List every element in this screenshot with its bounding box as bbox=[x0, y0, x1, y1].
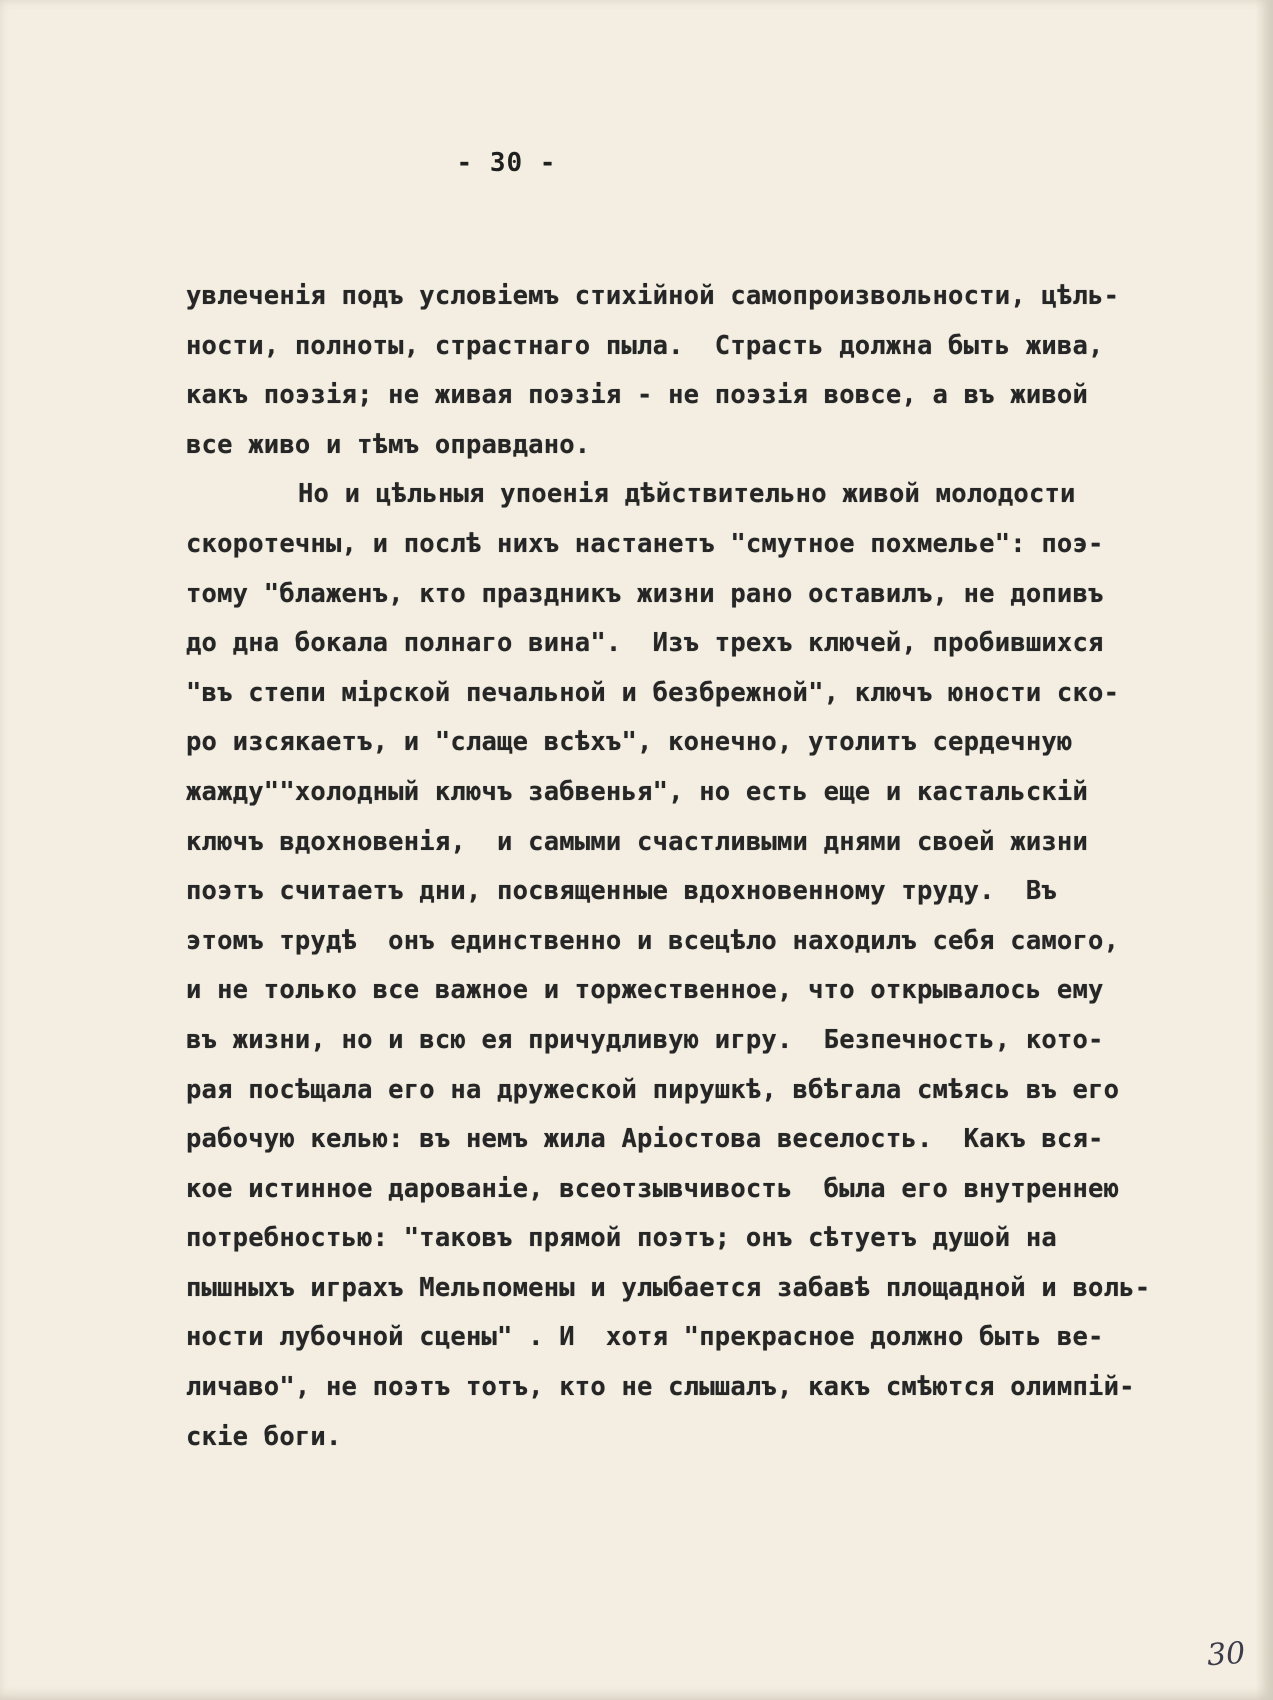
text-line: и не только все важное и торжественное, что открывалось ему bbox=[186, 975, 1104, 1006]
text-line: жажду""холодный ключъ забвенья", но есть еще и кастальскій bbox=[186, 776, 1089, 807]
text-line: ности лубочной сцены" . И хотя "прекрасное должно быть ве- bbox=[186, 1322, 1104, 1353]
text-line: рая посѣщала его на дружеской пирушкѣ, вбѣгала смѣясь въ его bbox=[186, 1074, 1120, 1105]
text-line: поэтъ считаетъ дни, посвященные вдохновенному труду. Въ bbox=[186, 876, 1057, 907]
text-line: этомъ трудѣ онъ единственно и всецѣло находилъ себя самого, bbox=[186, 925, 1120, 956]
paragraph-2 bbox=[186, 470, 1196, 1462]
text-line: до дна бокала полнаго вина". Изъ трехъ ключей, пробившихся bbox=[186, 628, 1104, 659]
text-line: "въ степи мірской печальной и безбрежной", ключъ юности ско- bbox=[186, 677, 1120, 708]
text-line: ро изсякаетъ, и "слаще всѣхъ", конечно, утолитъ сердечную bbox=[186, 727, 1073, 758]
text-line: все живо и тѣмъ оправдано. bbox=[186, 429, 591, 460]
paper-edge-shadow bbox=[1255, 0, 1273, 1700]
handwritten-page-number: 30 bbox=[1205, 1635, 1247, 1674]
text-line: Но и цѣльныя упоенія дѣйствительно живой молодости bbox=[298, 479, 1076, 510]
paragraph-1 bbox=[186, 272, 1196, 470]
text-line: рабочую келью: въ немъ жила Аріостова веселость. Какъ вся- bbox=[186, 1124, 1104, 1155]
text-line: ности, полноты, страстнаго пыла. Страсть должна быть жива, bbox=[186, 330, 1104, 361]
text-line: кое истинное дарованіе, всеотзывчивость была его внутреннею bbox=[186, 1173, 1120, 1204]
text-line: скіе боги. bbox=[186, 1421, 342, 1452]
text-line: ключъ вдохновенія, и самыми счастливыми днями своей жизни bbox=[186, 826, 1089, 857]
text-line: пышныхъ играхъ Мельпомены и улыбается забавѣ площадной и воль- bbox=[186, 1272, 1151, 1303]
text-line: потребностью: "таковъ прямой поэтъ; онъ сѣтуетъ душой на bbox=[186, 1223, 1057, 1254]
text-line: въ жизни, но и всю ея причудливую игру. Безпечность, кото- bbox=[186, 1024, 1104, 1055]
text-line: какъ поэзія; не живая поэзія - не поэзія вовсе, а въ живой bbox=[186, 380, 1089, 411]
body-text bbox=[186, 272, 1196, 1462]
text-line: тому "блаженъ, кто праздникъ жизни рано оставилъ, не допивъ bbox=[186, 578, 1104, 609]
text-line: увлеченія подъ условіемъ стихійной самопроизвольности, цѣль- bbox=[186, 281, 1120, 311]
text-line: личаво", не поэтъ тотъ, кто не слышалъ, какъ смѣются олимпій- bbox=[186, 1372, 1135, 1403]
text-line: скоротечны, и послѣ нихъ настанетъ "смутное похмелье": поэ- bbox=[186, 528, 1104, 559]
typed-page-number: - 30 - bbox=[456, 148, 557, 178]
